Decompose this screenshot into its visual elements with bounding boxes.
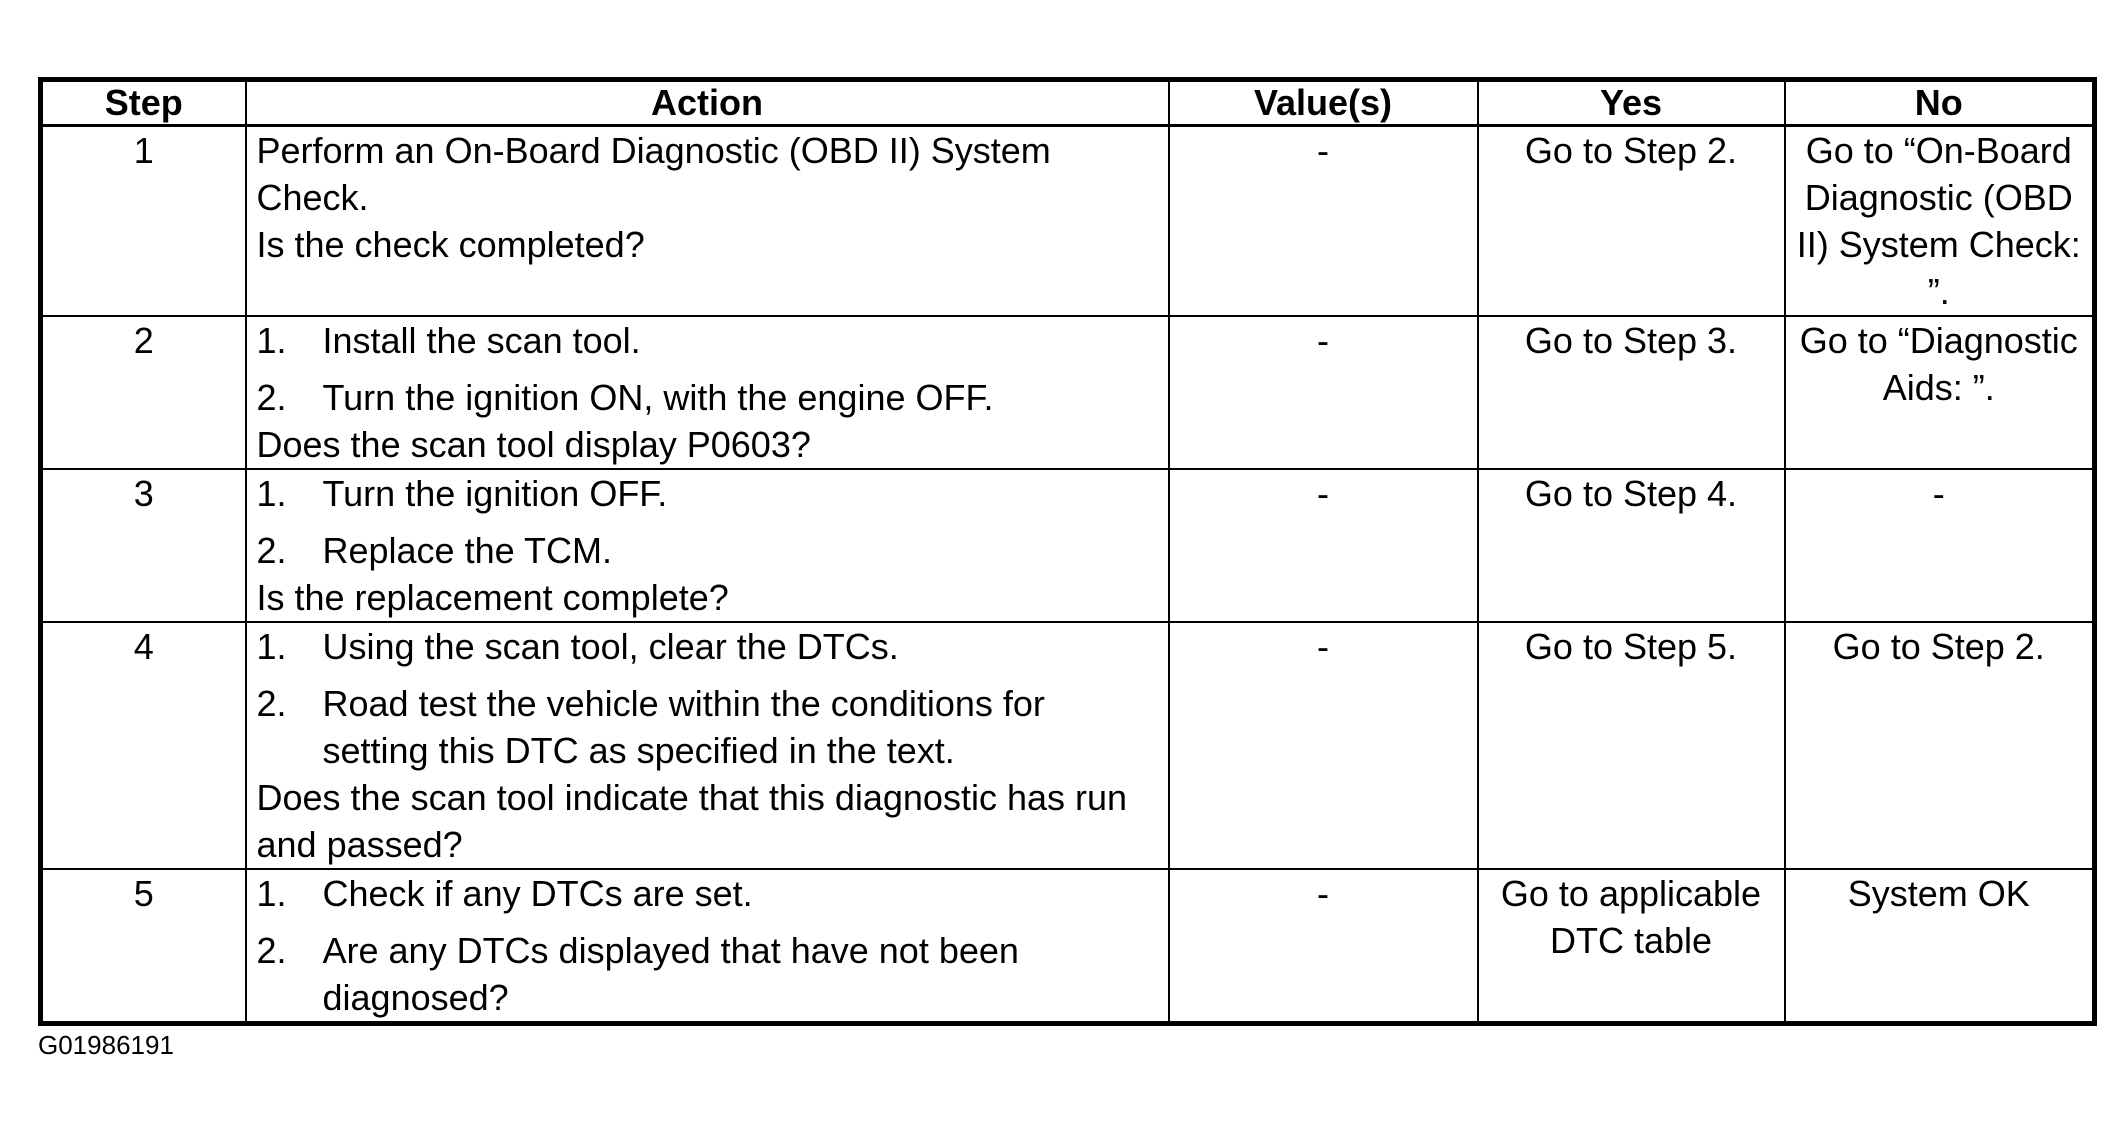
action-question: Does the scan tool indicate that this diagnostic has run and passed? [256,777,1128,865]
action-step-text: Turn the ignition OFF. [322,473,668,514]
action-cell [246,316,1169,469]
header-yes: Yes [1478,80,1785,126]
action-step-number: 1. [256,320,287,361]
action-step-item [257,374,1160,421]
values-cell: - [1169,469,1478,622]
action-step-number: 1. [256,626,287,667]
action-steps [257,470,1160,574]
action-step-number: 2. [256,377,287,418]
action-step-item [257,623,1160,670]
no-cell: System OK [1785,869,2095,1024]
no-cell: Go to “On-Board Diagnostic (OBD II) System Check: ”. [1785,126,2095,317]
yes-cell: Go to Step 4. [1478,469,1785,622]
header-step: Step [41,80,246,126]
action-cell [246,126,1169,317]
action-step-item [257,680,1160,774]
action-step-number: 2. [256,930,287,971]
action-step-number: 2. [256,683,287,724]
no-cell: Go to “Diagnostic Aids: ”. [1785,316,2095,469]
table-row [41,126,2095,317]
action-text: Perform an On-Board Diagnostic (OBD II) System Check. [256,130,1051,218]
diagnostic-table [38,77,2097,1026]
table-header-row [41,80,2095,126]
values-cell: - [1169,126,1478,317]
table-row [41,316,2095,469]
action-step-item [257,927,1160,1021]
action-cell [246,869,1169,1024]
no-cell: - [1785,469,2095,622]
no-cell: Go to Step 2. [1785,622,2095,869]
action-cell [246,622,1169,869]
action-step-text: Install the scan tool. [322,320,641,361]
step-number: 1 [41,126,246,317]
action-step-text: Road test the vehicle within the conditions for setting this DTC as specified in the text. [322,683,1045,771]
action-step-item [257,527,1160,574]
step-number: 2 [41,316,246,469]
step-number: 5 [41,869,246,1024]
values-cell: - [1169,316,1478,469]
action-step-text: Using the scan tool, clear the DTCs. [322,626,899,667]
action-step-item [257,470,1160,517]
action-step-text: Are any DTCs displayed that have not been diagnosed? [322,930,1019,1018]
header-action: Action [246,80,1169,126]
action-question: Is the check completed? [256,224,645,265]
action-step-number: 2. [256,530,287,571]
yes-cell: Go to Step 5. [1478,622,1785,869]
header-no: No [1785,80,2095,126]
action-steps [257,317,1160,421]
action-step-item [257,317,1160,364]
action-question: Does the scan tool display P0603? [256,424,811,465]
values-cell: - [1169,869,1478,1024]
action-step-item [257,870,1160,917]
figure-id-label: G01986191 [38,1030,174,1060]
yes-cell: Go to Step 3. [1478,316,1785,469]
action-steps [257,623,1160,774]
action-cell [246,469,1169,622]
action-step-text: Turn the ignition ON, with the engine OFF. [322,377,994,418]
action-step-text: Check if any DTCs are set. [322,873,753,914]
action-steps [257,870,1160,1021]
yes-cell: Go to Step 2. [1478,126,1785,317]
table-row [41,869,2095,1024]
values-cell: - [1169,622,1478,869]
action-question: Is the replacement complete? [256,577,729,618]
step-number: 3 [41,469,246,622]
action-step-number: 1. [256,873,287,914]
table-row [41,469,2095,622]
header-values: Value(s) [1169,80,1478,126]
yes-cell: Go to applicable DTC table [1478,869,1785,1024]
step-number: 4 [41,622,246,869]
action-step-text: Replace the TCM. [322,530,612,571]
table-row [41,622,2095,869]
action-step-number: 1. [256,473,287,514]
